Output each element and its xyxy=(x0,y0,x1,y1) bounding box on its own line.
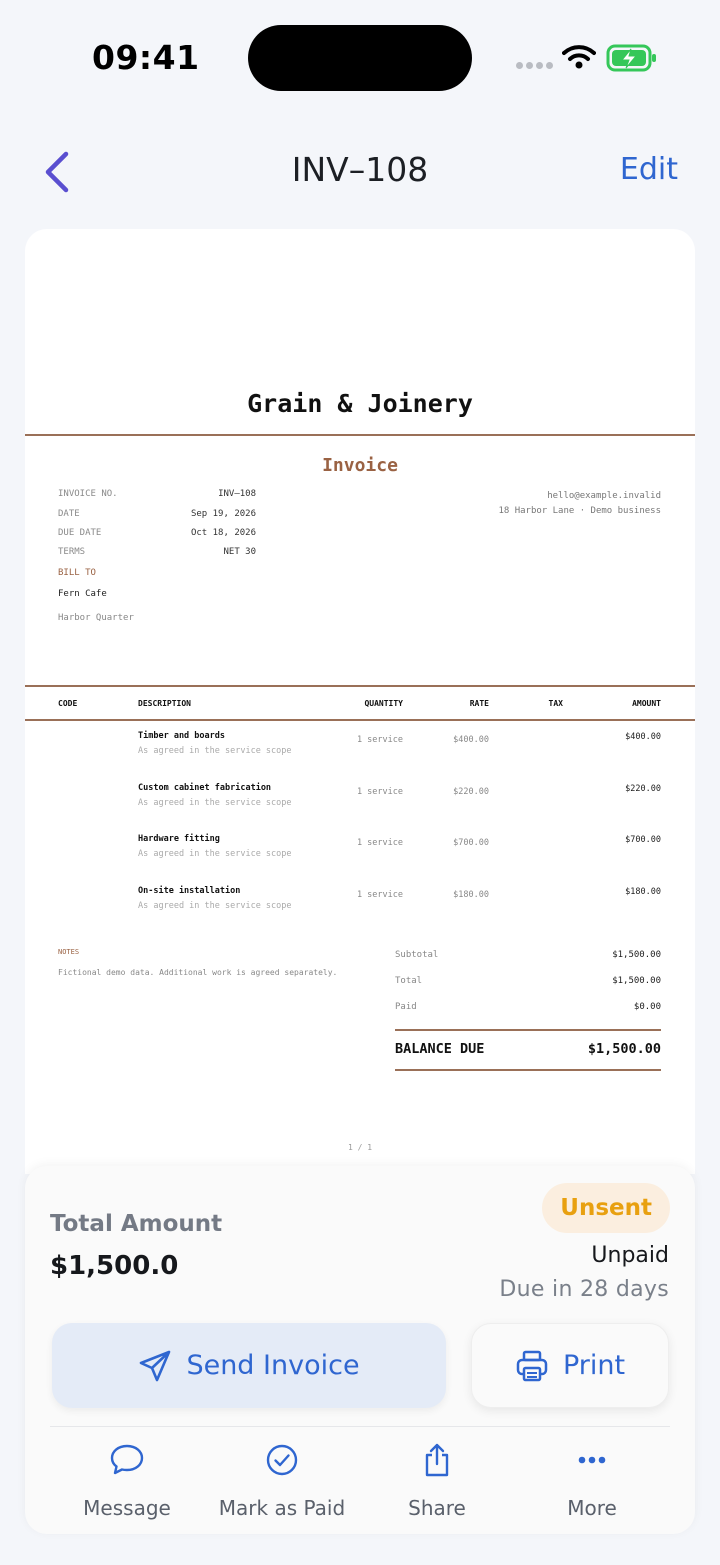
balance-bottom-rule xyxy=(395,1069,661,1071)
table-top-rule xyxy=(25,685,695,687)
item-quantity: 1 service xyxy=(356,838,403,848)
mark-as-paid-label: Mark as Paid xyxy=(218,1496,346,1520)
meta-value: Sep 19, 2026 xyxy=(190,509,256,519)
balance-top-rule xyxy=(395,1029,661,1031)
printer-icon xyxy=(515,1349,549,1383)
header-divider xyxy=(25,434,695,436)
line-item xyxy=(25,731,695,783)
edit-button[interactable]: Edit xyxy=(619,152,678,187)
bill-to-name: Fern Cafe xyxy=(58,589,107,599)
column-amount: AMOUNT xyxy=(632,699,661,708)
meta-label: INVOICE NO. xyxy=(58,489,118,499)
item-rate: $700.00 xyxy=(453,838,489,848)
business-name: Grain & Joinery xyxy=(247,389,473,418)
totals-value: $1,500.00 xyxy=(612,950,661,960)
column-rate: RATE xyxy=(469,699,489,708)
totals-value: $0.00 xyxy=(633,1002,661,1012)
total-amount-label: Total Amount xyxy=(50,1211,223,1237)
meta-row-date xyxy=(58,509,256,519)
send-icon xyxy=(138,1349,172,1383)
notes-text: Fictional demo data. Additional work is agreed separately. xyxy=(58,968,338,977)
sender-address: 18 Harbor Lane · Demo business xyxy=(498,506,661,516)
balance-label: BALANCE DUE xyxy=(395,1041,485,1057)
column-code: CODE xyxy=(58,699,78,708)
item-amount: $400.00 xyxy=(625,732,661,742)
mark-as-paid-action[interactable] xyxy=(207,1442,357,1520)
more-label: More xyxy=(567,1496,617,1520)
meta-row-terms xyxy=(58,547,256,557)
meta-value: INV–108 xyxy=(218,489,256,499)
item-description: As agreed in the service scope xyxy=(138,746,292,756)
summary-panel xyxy=(25,1166,695,1534)
page-title: INV–108 xyxy=(291,150,429,189)
item-name: Custom cabinet fabrication xyxy=(138,783,272,793)
invoice-document xyxy=(25,229,695,1174)
line-item xyxy=(25,834,695,886)
dynamic-island xyxy=(248,25,472,91)
totals-label: Total xyxy=(395,976,423,986)
item-amount: $180.00 xyxy=(625,887,661,897)
actions-divider xyxy=(50,1426,670,1427)
meta-label: TERMS xyxy=(58,547,86,557)
chat-bubble-icon xyxy=(109,1443,145,1477)
sender-info xyxy=(498,489,661,519)
total-amount-value: $1,500.0 xyxy=(50,1251,179,1281)
meta-value: NET 30 xyxy=(223,547,256,557)
share-icon xyxy=(422,1442,452,1478)
bill-to-address: Harbor Quarter xyxy=(58,613,134,623)
meta-value: Oct 18, 2026 xyxy=(190,528,256,538)
column-quantity: QUANTITY xyxy=(364,699,403,708)
status-badge: Unsent xyxy=(542,1183,670,1233)
meta-row-due-date xyxy=(58,528,256,538)
balance-due-row xyxy=(395,1041,661,1057)
item-rate: $180.00 xyxy=(453,890,489,900)
send-invoice-label: Send Invoice xyxy=(186,1350,360,1381)
meta-label: DUE DATE xyxy=(58,528,102,538)
item-description: As agreed in the service scope xyxy=(138,798,292,808)
item-amount: $220.00 xyxy=(625,784,661,794)
item-amount: $700.00 xyxy=(625,835,661,845)
item-quantity: 1 service xyxy=(356,787,403,797)
line-item xyxy=(25,783,695,835)
line-item xyxy=(25,886,695,938)
totals-label: Paid xyxy=(395,1002,417,1012)
totals-row-subtotal xyxy=(395,950,661,960)
item-quantity: 1 service xyxy=(356,735,403,745)
document-title: Invoice xyxy=(322,455,398,476)
check-circle-icon xyxy=(265,1443,299,1477)
wifi-icon xyxy=(562,44,596,70)
battery-charging-icon xyxy=(606,44,658,72)
item-name: On-site installation xyxy=(138,886,241,896)
signal-icon xyxy=(516,62,553,69)
totals-row-paid xyxy=(395,1002,661,1012)
status-time: 09:41 xyxy=(92,38,200,77)
more-dots-icon xyxy=(577,1455,607,1465)
item-rate: $220.00 xyxy=(453,787,489,797)
due-date-text: Due in 28 days xyxy=(499,1277,669,1302)
sender-email: hello@example.invalid xyxy=(547,491,661,501)
item-description: As agreed in the service scope xyxy=(138,901,292,911)
totals-value: $1,500.00 xyxy=(612,976,661,986)
message-action[interactable] xyxy=(52,1442,202,1520)
table-header-rule xyxy=(25,719,695,721)
meta-row-invoice-no xyxy=(58,489,256,499)
page-indicator: 1 / 1 xyxy=(347,1143,373,1152)
column-description: DESCRIPTION xyxy=(138,699,191,708)
share-label: Share xyxy=(408,1496,466,1520)
more-action[interactable] xyxy=(517,1442,667,1520)
print-label: Print xyxy=(562,1350,626,1381)
item-name: Timber and boards xyxy=(138,731,225,741)
share-action[interactable] xyxy=(362,1442,512,1520)
item-name: Hardware fitting xyxy=(138,834,220,844)
totals-row-total xyxy=(395,976,661,986)
balance-value: $1,500.00 xyxy=(587,1041,661,1057)
item-description: As agreed in the service scope xyxy=(138,849,292,859)
notes-label: NOTES xyxy=(58,948,80,956)
message-label: Message xyxy=(83,1496,171,1520)
meta-label: DATE xyxy=(58,509,80,519)
totals-label: Subtotal xyxy=(395,950,439,960)
print-button[interactable] xyxy=(471,1323,669,1408)
send-invoice-button[interactable] xyxy=(52,1323,446,1408)
bill-to-label: BILL TO xyxy=(58,568,96,578)
item-quantity: 1 service xyxy=(356,890,403,900)
column-tax: TAX xyxy=(548,699,563,708)
payment-status: Unpaid xyxy=(591,1243,669,1268)
item-rate: $400.00 xyxy=(453,735,489,745)
